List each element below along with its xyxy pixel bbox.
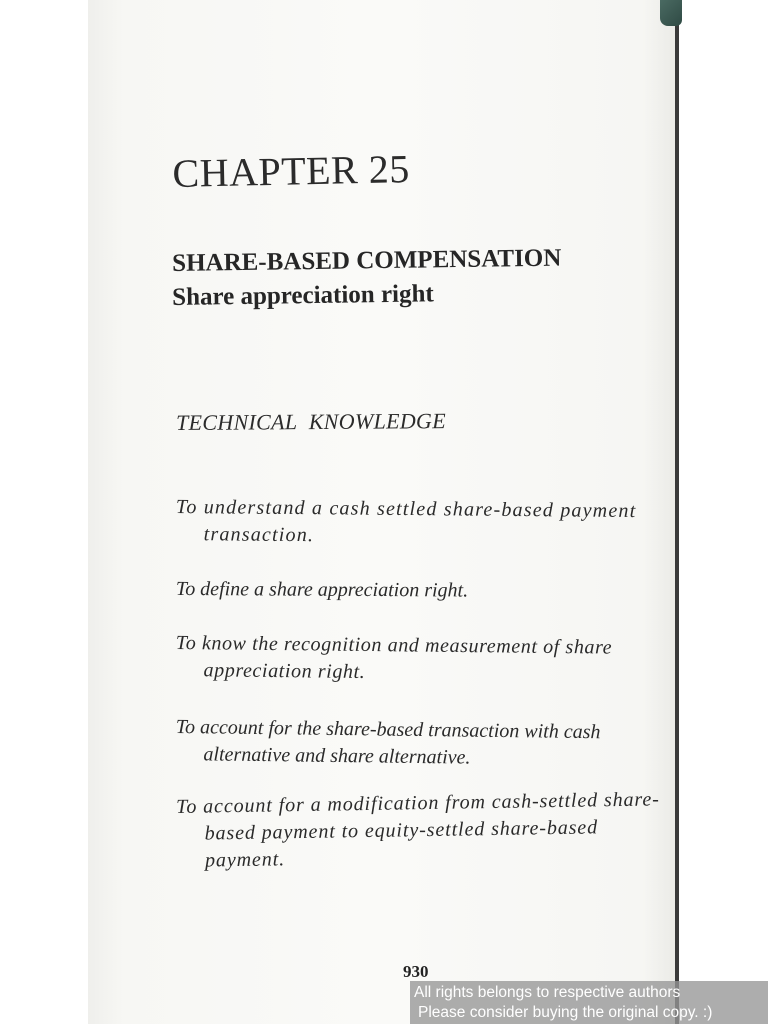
- watermark-line: All rights belongs to respective authors: [414, 984, 681, 1001]
- chapter-heading: SHARE-BASED COMPENSATION: [172, 244, 562, 277]
- objective-item: To account for a modification from cash-settled share-based payment to equity-settled share-based payment.: [176, 788, 660, 872]
- corner-tab-mark: [660, 0, 682, 26]
- objective-item: To define a share appreciation right.: [175, 578, 469, 602]
- watermark-line: Please consider buying the original copy. :): [418, 1004, 713, 1021]
- watermark-banner: [410, 981, 768, 1024]
- page-number: 930: [403, 962, 429, 981]
- chapter-title: CHAPTER 25: [172, 146, 411, 196]
- objective-item: To understand a cash settled share-based payment transaction.: [175, 495, 637, 547]
- chapter-subheading: Share appreciation right: [172, 280, 434, 311]
- objective-item: To know the recognition and measurement of share appreciation right.: [175, 631, 613, 683]
- section-label-technical-knowledge: TECHNICAL KNOWLEDGE: [176, 408, 447, 435]
- objective-item: To account for the share-based transaction with cash alternative and share alternative.: [175, 715, 601, 769]
